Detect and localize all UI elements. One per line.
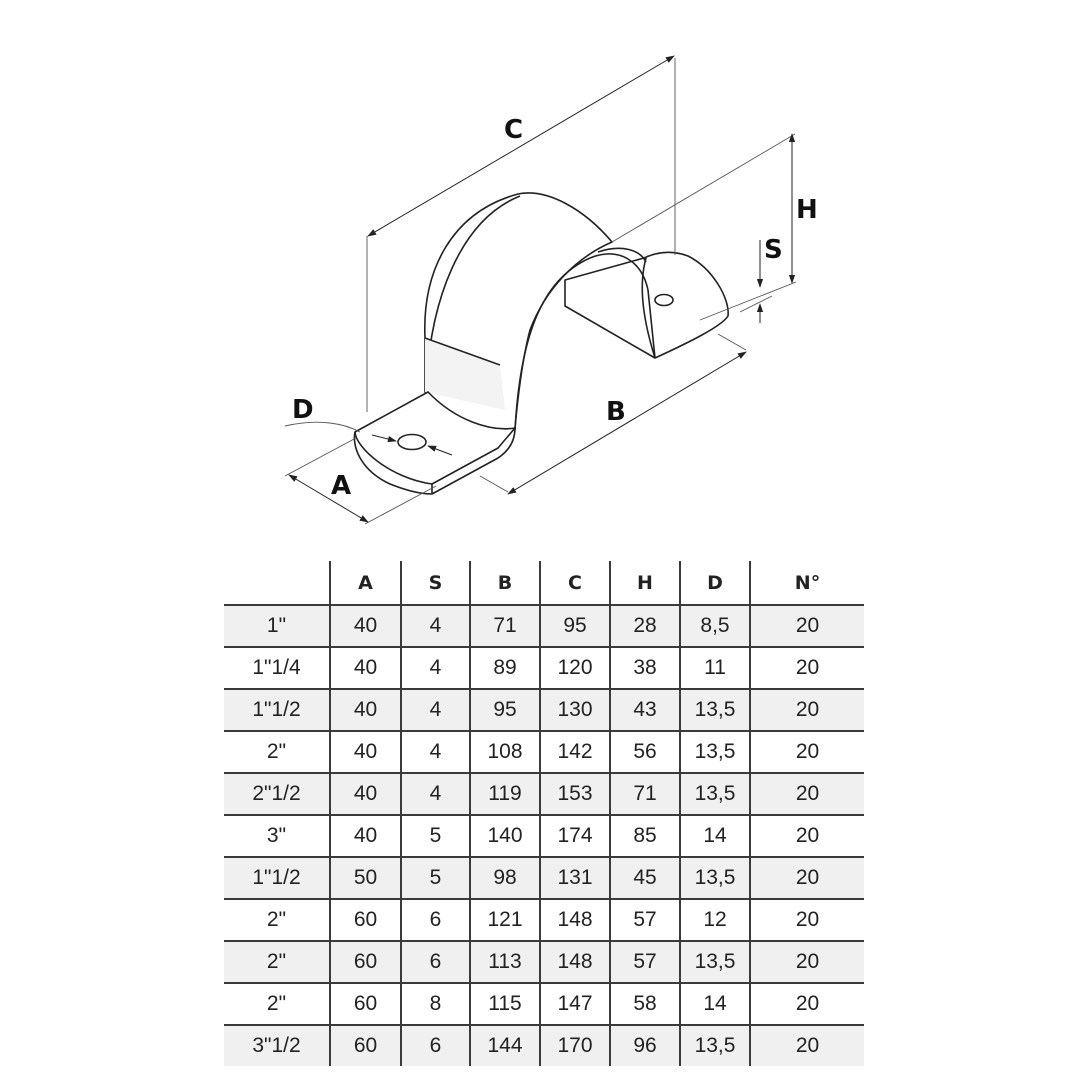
s-cell: 4: [401, 689, 470, 731]
h-cell: 38: [610, 647, 680, 689]
table-row: [224, 899, 864, 941]
label-s: S: [764, 235, 783, 265]
quantity-cell: 20: [750, 689, 864, 731]
c-cell: 153: [540, 773, 610, 815]
a-cell: 40: [330, 605, 401, 647]
a-cell: 40: [330, 647, 401, 689]
s-cell: 4: [401, 605, 470, 647]
size-cell: 2": [224, 941, 330, 983]
b-cell: 119: [470, 773, 540, 815]
h-cell: 45: [610, 857, 680, 899]
c-cell: 148: [540, 941, 610, 983]
label-b: B: [606, 397, 626, 427]
b-cell: 140: [470, 815, 540, 857]
table-row: [224, 815, 864, 857]
a-cell: 60: [330, 983, 401, 1025]
s-cell: 6: [401, 1025, 470, 1066]
h-cell: 57: [610, 941, 680, 983]
table-row: [224, 731, 864, 773]
s-cell: 6: [401, 899, 470, 941]
size-cell: 1": [224, 605, 330, 647]
b-cell: 108: [470, 731, 540, 773]
h-cell: 96: [610, 1025, 680, 1066]
s-cell: 4: [401, 773, 470, 815]
quantity-cell: 20: [750, 647, 864, 689]
label-d: D: [292, 395, 314, 425]
size-cell: 2": [224, 899, 330, 941]
d-cell: 13,5: [680, 731, 750, 773]
a-cell: 60: [330, 899, 401, 941]
quantity-cell: 20: [750, 941, 864, 983]
b-cell: 121: [470, 899, 540, 941]
pipe-clamp-shape: [354, 193, 728, 494]
size-header: [224, 561, 330, 605]
c-cell: 174: [540, 815, 610, 857]
table-row: [224, 983, 864, 1025]
d-cell: 12: [680, 899, 750, 941]
size-cell: 3"1/2: [224, 1025, 330, 1066]
b-cell: 98: [470, 857, 540, 899]
c-cell: 147: [540, 983, 610, 1025]
d-cell: 13,5: [680, 941, 750, 983]
d-cell: 11: [680, 647, 750, 689]
h-cell: 58: [610, 983, 680, 1025]
s-header: S: [401, 561, 470, 605]
table-row: [224, 1025, 864, 1066]
h-cell: 85: [610, 815, 680, 857]
table-row: [224, 647, 864, 689]
s-cell: 5: [401, 857, 470, 899]
size-cell: 2": [224, 731, 330, 773]
d-cell: 13,5: [680, 773, 750, 815]
table-row: [224, 941, 864, 983]
h-cell: 57: [610, 899, 680, 941]
s-cell: 6: [401, 941, 470, 983]
quantity-cell: 20: [750, 605, 864, 647]
d-cell: 8,5: [680, 605, 750, 647]
dim-line-a: [289, 475, 368, 522]
s-cell: 4: [401, 647, 470, 689]
c-cell: 120: [540, 647, 610, 689]
a-cell: 50: [330, 857, 401, 899]
a-cell: 60: [330, 1025, 401, 1066]
a-header: A: [330, 561, 401, 605]
s-cell: 5: [401, 815, 470, 857]
d-cell: 13,5: [680, 857, 750, 899]
label-h: H: [796, 195, 818, 225]
dimensions-table: [224, 561, 864, 1066]
table-row: [224, 857, 864, 899]
h-cell: 71: [610, 773, 680, 815]
h-cell: 43: [610, 689, 680, 731]
label-c: C: [504, 115, 524, 145]
quantity-cell: 20: [750, 1025, 864, 1066]
b-cell: 95: [470, 689, 540, 731]
c-cell: 95: [540, 605, 610, 647]
table-row: [224, 689, 864, 731]
a-cell: 40: [330, 773, 401, 815]
a-cell: 40: [330, 731, 401, 773]
c-cell: 148: [540, 899, 610, 941]
size-cell: 1"1/4: [224, 647, 330, 689]
quantity-cell: 20: [750, 731, 864, 773]
quantity-cell: 20: [750, 899, 864, 941]
b-cell: 115: [470, 983, 540, 1025]
c-cell: 170: [540, 1025, 610, 1066]
table-row: [224, 773, 864, 815]
h-header: H: [610, 561, 680, 605]
quantity-cell: 20: [750, 773, 864, 815]
quantity-cell: 20: [750, 857, 864, 899]
d-cell: 14: [680, 983, 750, 1025]
dim-line-b: [508, 352, 746, 494]
c-header: C: [540, 561, 610, 605]
d-cell: 14: [680, 815, 750, 857]
b-header: B: [470, 561, 540, 605]
label-a: A: [331, 471, 352, 501]
c-cell: 130: [540, 689, 610, 731]
d-header: D: [680, 561, 750, 605]
d-cell: 13,5: [680, 1025, 750, 1066]
s-cell: 8: [401, 983, 470, 1025]
quantity-cell: 20: [750, 983, 864, 1025]
table-header-row: [224, 561, 864, 605]
quantity-cell: 20: [750, 815, 864, 857]
c-cell: 131: [540, 857, 610, 899]
size-cell: 1"1/2: [224, 857, 330, 899]
b-cell: 89: [470, 647, 540, 689]
h-cell: 28: [610, 605, 680, 647]
table-row: [224, 605, 864, 647]
table-body: [224, 605, 864, 1066]
b-cell: 144: [470, 1025, 540, 1066]
size-cell: 1"1/2: [224, 689, 330, 731]
b-cell: 113: [470, 941, 540, 983]
s-cell: 4: [401, 731, 470, 773]
size-cell: 3": [224, 815, 330, 857]
a-cell: 40: [330, 689, 401, 731]
size-cell: 2"1/2: [224, 773, 330, 815]
a-cell: 60: [330, 941, 401, 983]
d-cell: 13,5: [680, 689, 750, 731]
quantity-header: N°: [750, 561, 864, 605]
size-cell: 2": [224, 983, 330, 1025]
c-cell: 142: [540, 731, 610, 773]
h-cell: 56: [610, 731, 680, 773]
a-cell: 40: [330, 815, 401, 857]
b-cell: 71: [470, 605, 540, 647]
